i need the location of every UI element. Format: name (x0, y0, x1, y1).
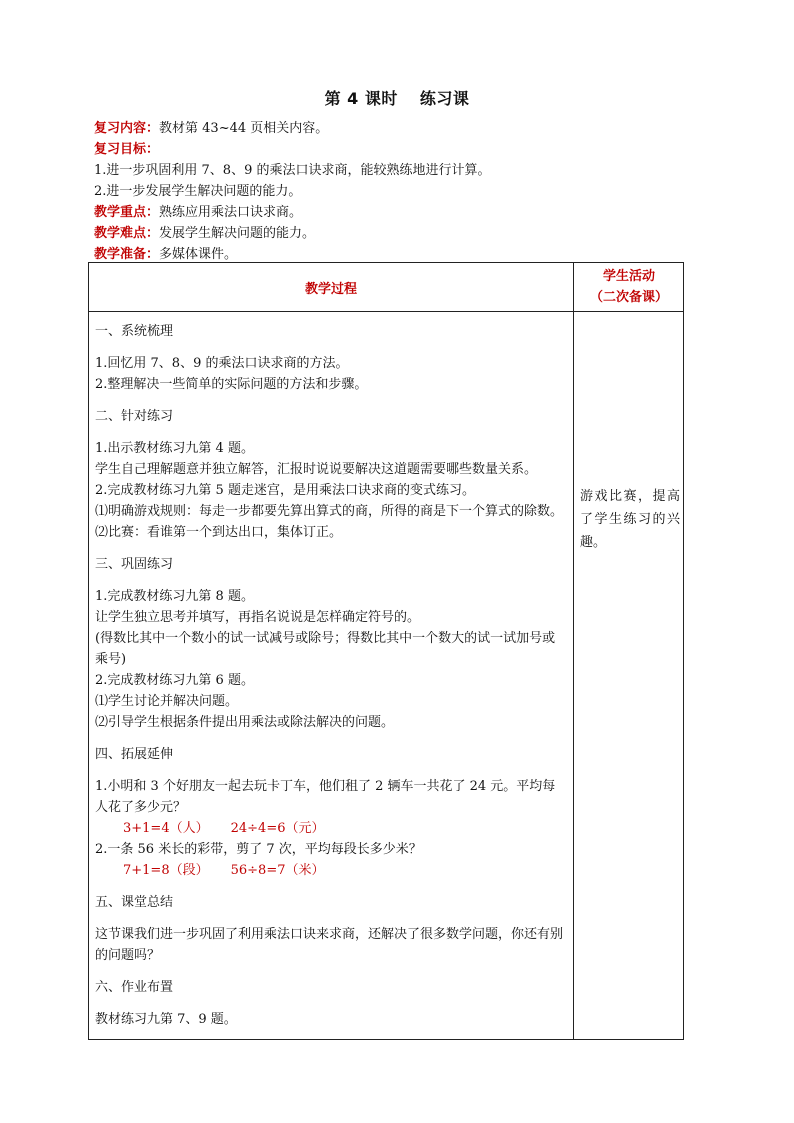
meta-difficulty: 教学难点：发展学生解决问题的能力。 (94, 226, 316, 241)
meta-preparation: 教学准备：多媒体课件。 (94, 247, 238, 262)
student-activity-note: 游戏比赛，提高了学生练习的兴趣。 (580, 489, 680, 550)
section-line: ⑵引导学生根据条件提出用乘法或除法解决的问题。 (95, 715, 395, 730)
table-header-activity: 学生活动 （二次备课） (589, 269, 668, 305)
meta-review-goal: 复习目标： (94, 142, 160, 157)
section-line: 这节课我们进一步巩固了利用乘法口诀来求商，还解决了很多数学问题，你还有别的问题吗？ (95, 927, 564, 963)
section-line: 教材练习九第 7、9 题。 (95, 1012, 237, 1027)
answer-2: 7+1=8（段） 56÷8=7（米） (123, 863, 325, 878)
header-divider (89, 311, 683, 312)
teaching-process (95, 321, 567, 1030)
section-line: 1.回忆用 7、8、9 的乘法口诀求商的方法。 (95, 356, 349, 371)
answer-1: 3+1=4（人） 24÷4=6（元） (123, 821, 325, 836)
page-title (0, 86, 794, 109)
section-heading: 三、巩固练习 (95, 557, 174, 572)
lesson-table (88, 262, 684, 1040)
section-line: ⑴明确游戏规则：每走一步都要先算出算式的商，所得的商是下一个算式的除数。 (95, 504, 564, 519)
meta-review-content: 复习内容：教材第 43~44 页相关内容。 (94, 121, 329, 136)
section-heading: 二、针对练习 (95, 409, 174, 424)
section-heading: 四、拓展延伸 (95, 747, 174, 762)
section-line: 1.出示教材练习九第 4 题。 (95, 441, 254, 456)
lesson-number: 第 4 课时 (324, 89, 398, 108)
section-heading: 六、作业布置 (95, 980, 174, 995)
lesson-type: 练习课 (419, 89, 470, 108)
section-line: ⑴学生讨论并解决问题。 (95, 694, 239, 709)
column-divider (573, 263, 574, 1039)
section-line: 2.完成教材练习九第 5 题走迷宫，是用乘法口诀求商的变式练习。 (95, 483, 475, 498)
section-line: 让学生独立思考并填写，再指名说说是怎样确定符号的。 (95, 610, 421, 625)
section-line: 2.完成教材练习九第 6 题。 (95, 673, 254, 688)
section-heading: 一、系统梳理 (95, 324, 174, 339)
section-line: 2.整理解决一些简单的实际问题的方法和步骤。 (95, 377, 368, 392)
meta-goal-1: 1.进一步巩固利用 7、8、9 的乘法口诀求商，能较熟练地进行计算。 (94, 163, 491, 178)
section-line: (得数比其中一个数小的试一试减号或除号；得数比其中一个数大的试一试加号或乘号) (95, 631, 556, 667)
section-line: ⑵比赛：看谁第一个到达出口，集体订正。 (95, 525, 343, 540)
question-1: 1.小明和 3 个好朋友一起去玩卡丁车，他们租了 2 辆车一共花了 24 元。平均每人花了多少元？ (95, 779, 556, 815)
question-2: 2.一条 56 米长的彩带，剪了 7 次，平均每段长多少米？ (95, 842, 422, 857)
section-line: 学生自己理解题意并独立解答，汇报时说说要解决这道题需要哪些数量关系。 (95, 462, 538, 477)
section-line: 1.完成教材练习九第 8 题。 (95, 589, 254, 604)
meta-goal-2: 2.进一步发展学生解决问题的能力。 (94, 184, 302, 199)
table-header-process: 教学过程 (304, 281, 357, 297)
lesson-meta (94, 118, 694, 265)
section-heading: 五、课堂总结 (95, 895, 174, 910)
meta-key-point: 教学重点：熟练应用乘法口诀求商。 (94, 205, 303, 220)
